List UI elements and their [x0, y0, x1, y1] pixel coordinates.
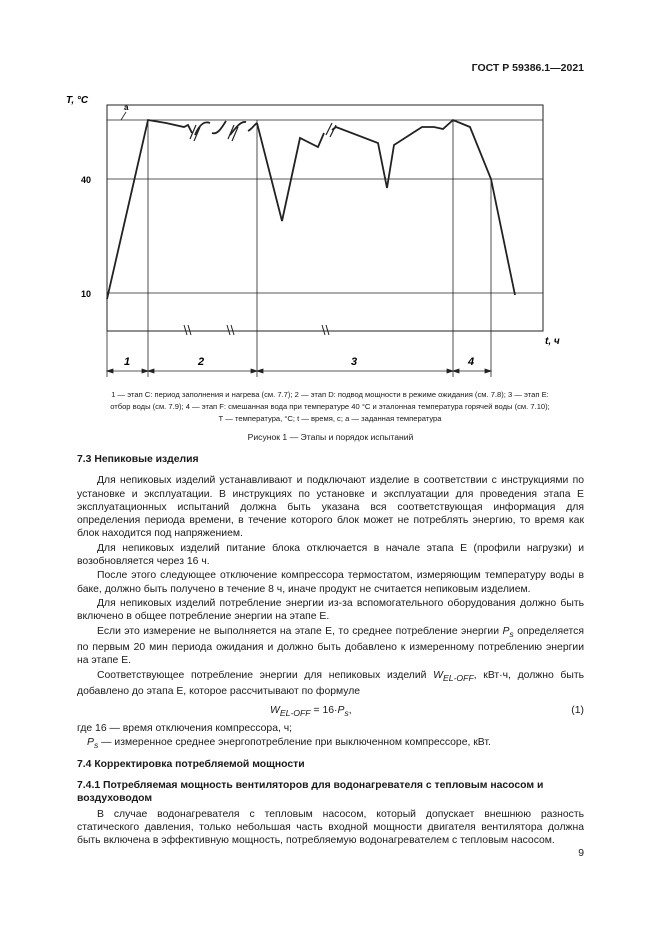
legend-line-3: Т — температура, °С; t — время, с; а — заданная температура — [218, 414, 442, 423]
marker-leader — [121, 112, 126, 120]
curve-break-marks — [190, 123, 336, 141]
figure-caption: Рисунок 1 — Этапы и порядок испытаний — [247, 432, 414, 442]
axis-break-marks — [184, 325, 329, 335]
formula-1 — [77, 702, 584, 720]
set-temperature-marker: a — [124, 103, 129, 112]
figure-legend — [80, 389, 580, 425]
where-line-1: где 16 — время отключения компрессора, ч; — [77, 723, 293, 735]
stage-label-2: 2 — [198, 356, 205, 368]
paragraph-5: Если это измерение не выполняется на этапе Е, то среднее потребление энергии $P_s$ определяется по первым 20 мин периода ожидания и должно быть добавлено к измеренному потреблению энергии на этапе Е. — [77, 625, 585, 667]
section-7-4-title: 7.4 Корректировка потребляемой мощности — [77, 758, 305, 770]
paragraph-4: Для непиковых изделий потребление энергии из-за вспомогательного оборудования должно быть включено в общее потребление энергии на этапе Е. — [77, 597, 584, 623]
stages-chart — [60, 85, 560, 385]
where-line-2: $P_s$ — измеренное среднее энергопотребление при выключенном компрессоре, кВт. — [87, 736, 491, 750]
x-axis-label: t, ч — [545, 336, 560, 347]
paragraph-2: Для непиковых изделий питание блока отключается в начале этапа Е (профили нагрузки) и возобновляется через 16 ч. — [77, 542, 584, 568]
page-number: 9 — [578, 848, 584, 859]
paragraph-3: После этого следующее отключение компрессора термостатом, измеряющим температуру воды в баке, должно быть получено в течение 8 ч, иначе продукт не считается непиковым изделием. — [77, 570, 584, 595]
y-axis-label: T, °С — [66, 95, 89, 106]
formula-number: (1) — [571, 705, 584, 717]
y-tick-40: 40 — [81, 175, 92, 185]
paragraph-1: Для непиковых изделий устанавливают и подключают изделие в соответствии с инструкциями по установке и эксплуатации. В инструкциях по установке и эксплуатации для проведения этапа Е эксплуатационных испытаний должна быть указана вся соответствующая информация для определения периода времени, в течение которого блок может не потреблять энергию, то время как блок находится под напряжением. — [77, 475, 584, 540]
stage-arrows — [107, 369, 491, 373]
chart-frame — [107, 105, 543, 331]
formula-expression: $W_{EL-OFF} = 16\cdot P_s$, — [270, 705, 352, 719]
section-7-4-1-title: 7.4.1 Потребляемая мощность вентиляторов для водонагревателя с тепловым насосом и воздуховодом — [77, 780, 544, 805]
legend-line-1: 1 — этап С: период заполнения и нагрева (см. 7.7); 2 — этап D: подвод мощности в режиме ожидания (см. 7.8); 3 — этап Е: — [111, 390, 549, 399]
paragraph-6: Соответствующее потребление энергии для непиковых изделий $W_{EL-OFF}$, кВт·ч, должно быть добавлено до этапа Е, которое рассчитывают по формуле — [77, 669, 584, 697]
section-7-3-title: 7.3 Непиковые изделия — [77, 454, 199, 465]
legend-line-2: отбор воды (см. 7.9); 4 — этап F: смешанная вода при температуре 40 °С и эталонная температура горячей воды (см. 7.10); — [110, 402, 550, 411]
curve-segment-stage3b — [332, 120, 515, 295]
document-body — [77, 453, 584, 849]
temperature-curve — [107, 120, 192, 299]
stage-label-3: 3 — [351, 356, 358, 368]
paragraph-7: В случае водонагревателя с тепловым насосом, который допускает внешнюю разность статического давления, только небольшая часть входной мощности двигателя вентилятора должна быть включена в эффективную мощность, потребляемую водонагревателем с тепловым насосом. — [77, 808, 584, 847]
y-tick-10: 10 — [81, 289, 92, 299]
standard-header: ГОСТ Р 59386.1—2021 — [471, 62, 584, 74]
stage-label-1: 1 — [124, 356, 131, 368]
stage-label-4: 4 — [468, 356, 475, 368]
curve-segment-stage3 — [257, 123, 324, 221]
curve-segment-stage2 — [195, 121, 257, 135]
